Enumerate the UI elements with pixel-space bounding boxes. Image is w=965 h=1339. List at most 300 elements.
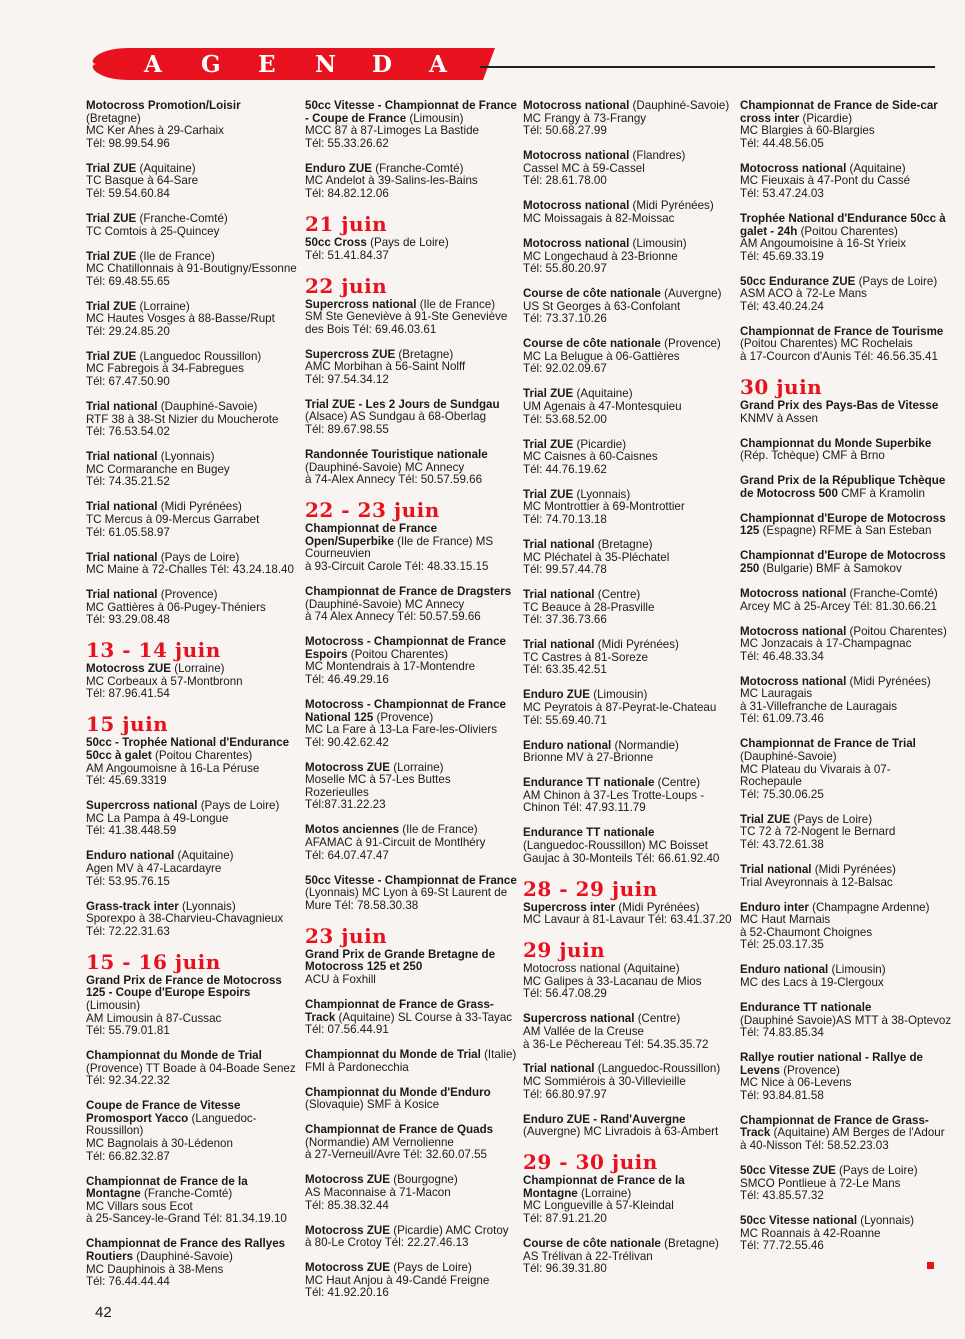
event-entry: [523, 639, 735, 677]
agenda-column-3: [523, 100, 735, 1288]
event-region: (Lyonnais): [157, 450, 215, 464]
event-detail-line: Tél: 90.42.62.42: [305, 735, 389, 749]
event-detail-line: Tél: 72.22.31.63: [86, 924, 170, 938]
event-detail-line: MC Montendrais à 17-Montendre: [305, 660, 476, 674]
event-entry: [740, 326, 952, 364]
event-region: (Lyonnais): [178, 899, 236, 913]
event-title: Motocross ZUE: [305, 1223, 391, 1237]
event-detail-line: FMI à Pardonecchia: [305, 1060, 409, 1074]
event-title: 50cc Cross: [305, 235, 367, 249]
date-heading: 30 juin: [740, 375, 823, 400]
event-detail-line: AMC Morbihan à 56-Saint Nolff: [305, 360, 466, 374]
event-title: Motocross ZUE: [305, 1173, 391, 1187]
event-title: Championnat de France de Trial: [740, 737, 916, 751]
event-title: Championnat de France de Dragsters: [305, 584, 512, 598]
event-region: (Languedoc Roussillon): [136, 349, 262, 363]
event-detail-line: à 74 Alex Annecy Tél: 50.57.59.66: [305, 610, 481, 624]
event-detail-line: à 74-Alex Annecy Tél: 50.57.59.66: [305, 473, 483, 487]
event-detail-line: MC Fieuxais à 47-Pont du Cassé: [740, 174, 911, 188]
banner-letter: A: [144, 51, 162, 78]
event-title: Grass-track inter: [86, 899, 179, 913]
event-detail-line: Tél: 87.91.21.20: [523, 1212, 607, 1226]
date-heading: 22 - 23 juin: [305, 498, 440, 523]
event-entry: [740, 626, 952, 664]
event-region: (Poitou Charentes): [846, 624, 947, 638]
event-detail-line: à 52-Chaumont Choignes: [740, 925, 873, 939]
event-entry: [86, 850, 298, 888]
event-entry: [740, 964, 952, 989]
event-detail-line: Tél: 53.47.24.03: [740, 186, 824, 200]
event-detail-line: MC Montrottier à 69-Montrottier: [523, 500, 685, 514]
event-entry: [740, 1052, 952, 1102]
event-title: Trial national: [86, 550, 158, 564]
event-entry: [305, 399, 517, 437]
event-entry: [305, 636, 517, 686]
event-entry: [86, 1100, 298, 1163]
event-detail-line: Tél: 51.41.84.37: [305, 248, 389, 262]
event-detail-line: Tél: 87.96.41.54: [86, 687, 170, 701]
event-region: (Midi Pyrénées): [157, 500, 242, 514]
event-region: (Midi Pyrénées): [811, 862, 896, 876]
event-title: Trophée National d'Endurance 50cc à galet - 24h: [740, 211, 946, 238]
event-title: Enduro ZUE - Rand'Auvergne: [523, 1112, 686, 1126]
event-region: (Pays de Loire): [390, 1261, 472, 1275]
event-entry: [305, 1225, 517, 1250]
event-detail-line: Tél: 93.84.81.58: [740, 1088, 824, 1102]
event-entry: [523, 439, 735, 477]
event-region: (Lorraine): [171, 662, 225, 676]
event-entry: [305, 999, 517, 1037]
date-heading: 15 - 16 juin: [86, 949, 221, 974]
event-region: (Flandres): [629, 149, 686, 163]
event-detail-line: (Rép. Tchèque) CMF à Brno: [740, 449, 885, 463]
event-detail-line: TC Comtois à 25-Quincey: [86, 224, 220, 238]
event-entry: [740, 676, 952, 726]
event-detail-line: Tél: 97.54.34.12: [305, 372, 389, 386]
event-detail-line: MC Bagnolais à 30-Lédenon: [86, 1137, 233, 1151]
event-title: Championnat de France de Grass-Track: [740, 1113, 929, 1140]
event-detail-line: Tél: 43.40.24.24: [740, 299, 824, 313]
event-detail-line: Tél: 85.38.32.44: [305, 1198, 389, 1212]
event-region: (Franche-Comté): [371, 161, 464, 175]
banner-letter: A: [429, 51, 447, 78]
event-detail-line: Tél: 74.35.21.52: [86, 475, 170, 489]
event-region: (Provence): [373, 710, 434, 724]
event-region: (Ile de France): [136, 249, 215, 263]
event-detail-line: Arcey MC à 25-Arcey Tél: 81.30.66.21: [740, 599, 937, 613]
event-region: (Picardie): [799, 111, 853, 125]
event-region: (Pays de Loire): [855, 274, 938, 288]
event-detail-line: Tél: 73.37.10.26: [523, 312, 607, 326]
event-title: 50cc Vitesse national: [740, 1214, 858, 1228]
event-detail-line: Tél: 63.35.42.51: [523, 663, 607, 677]
date-heading: 29 juin: [523, 938, 606, 963]
event-detail-line: Tél: 25.03.17.35: [740, 938, 824, 952]
event-entry: [523, 1238, 735, 1276]
event-entry: [305, 949, 517, 987]
event-detail-line: MC Plateau du Vivarais à 07-Rochepaule: [740, 762, 891, 789]
event-detail-line: Tél: 92.02.09.67: [523, 362, 607, 376]
event-title: Trial national: [523, 588, 595, 602]
event-entry: [740, 100, 952, 150]
event-region: (Midi Pyrénées): [629, 199, 714, 213]
event-entry: [305, 824, 517, 862]
event-title: Endurance TT nationale: [523, 826, 655, 840]
event-detail-line: Moselle MC à 57-Les Buttes Rozerieulles: [305, 773, 451, 799]
event-entry: [523, 827, 735, 865]
event-title: Coupe de France de Vitesse Promosport Yacco: [86, 1099, 241, 1125]
event-detail-line: MC Galipes à 33-Lacanau de Mios: [523, 974, 702, 988]
event-detail-line: Tél: 53.95.76.15: [86, 874, 170, 888]
agenda-column-4: [740, 100, 952, 1265]
event-region: (Midi Pyrénées): [846, 674, 931, 688]
event-detail-line: AM Angoumoisne à 16-La Péruse: [86, 761, 260, 775]
event-entry: [305, 1262, 517, 1300]
event-detail-line: MC Peyratois à 87-Peyrat-le-Chateau: [523, 701, 717, 715]
event-entry: [523, 539, 735, 577]
date-heading: 15 juin: [86, 712, 169, 737]
event-detail-line: Tél: 75.30.06.25: [740, 787, 824, 801]
event-entry: [740, 1215, 952, 1253]
event-detail-line: MC Gattières à 06-Pugey-Théniers: [86, 600, 266, 614]
event-title: Trial ZUE: [86, 161, 137, 175]
event-detail-line: Tél: 74.70.13.18: [523, 512, 607, 526]
event-region: (Provence): [779, 1063, 840, 1077]
event-detail-line: Cassel MC à 59-Cassel: [523, 161, 645, 175]
event-detail-line: MCC 87 à 87-Limoges La Bastide: [305, 124, 479, 138]
event-title: 50cc Vitesse ZUE: [740, 1164, 836, 1178]
event-title: Supercross inter: [523, 900, 616, 914]
event-detail-line: AM Limousin à 87-Cussac: [86, 1011, 222, 1025]
event-entry: [523, 740, 735, 765]
event-detail-line: SMCO Pontlieue à 72-Le Mans: [740, 1176, 901, 1190]
event-entry: [86, 451, 298, 489]
event-title: Motocross - Championnat de France Espoirs: [305, 635, 506, 661]
date-heading: 29 - 30 juin: [523, 1150, 658, 1175]
event-detail-line: à 25-Sancey-le-Grand Tél: 81.34.19.10: [86, 1212, 287, 1226]
event-title: Endurance TT nationale: [523, 776, 655, 790]
event-entry: [305, 1049, 517, 1074]
event-detail-line: Sporexpo à 38-Charvieu-Chavagnieux: [86, 912, 284, 926]
agenda-column-2: [305, 100, 517, 1312]
event-detail-line: Chinon Tél: 47.93.11.79: [523, 801, 646, 815]
event-entry: [305, 586, 517, 624]
event-title: Motos anciennes: [305, 823, 400, 837]
event-region: (Centre): [634, 1012, 681, 1026]
event-region: CMF à Kramolin: [837, 486, 925, 500]
event-detail-line: Brionne MV à 27-Brionne: [523, 751, 654, 765]
date-heading: 21 juin: [305, 211, 388, 236]
event-detail-line: MC Maine à 72-Challes Tél: 43.24.18.40: [86, 563, 294, 577]
event-detail-line: MC Frangy à 73-Frangy: [523, 111, 647, 125]
event-region: (Centre): [594, 588, 641, 602]
event-entry: [305, 237, 517, 262]
event-region: (Italie): [480, 1048, 517, 1062]
event-title: Championnat du Monde d'Enduro: [305, 1085, 491, 1099]
event-region: (Picardie) AMC Crotoy: [390, 1223, 509, 1237]
event-entry: [523, 100, 735, 138]
event-entry: [305, 699, 517, 749]
event-title: Trial national: [523, 638, 595, 652]
event-detail-line: Motocross national (Aquitaine): [523, 962, 680, 976]
event-detail-line: MC Chatillonnais à 91-Boutigny/Essonne: [86, 262, 297, 276]
event-title: Trial national: [86, 450, 158, 464]
event-detail-line: AM Angoumoisine à 16-St Yrieix: [740, 237, 907, 251]
event-title: Championnat de France de Grass-Track: [305, 997, 494, 1024]
event-entry: [523, 150, 735, 188]
event-title: Championnat de France Open/Superbike: [305, 522, 438, 548]
event-title: Trial national: [740, 862, 812, 876]
date-heading: 23 juin: [305, 923, 388, 948]
event-detail-line: à 40-Nisson Tél: 58.52.23.03: [740, 1139, 889, 1153]
event-title: Trial national: [86, 500, 158, 514]
event-entry: [740, 400, 952, 425]
event-detail-line: Gaujac à 30-Monteils Tél: 66.61.92.40: [523, 851, 720, 865]
event-title: Motocross national: [740, 674, 847, 688]
event-region: (Languedoc-Roussillon): [594, 1062, 721, 1076]
event-detail-line: MC Caisnes à 60-Caisnes: [523, 450, 658, 464]
event-region: (Lyonnais): [573, 487, 631, 501]
event-region: (Alsace) AS Sundgau à 68-Oberlag: [305, 410, 487, 424]
event-detail-line: ASM ACO à 72-Le Mans: [740, 287, 867, 301]
event-title: Championnat d'Europe de Motocross 125: [740, 511, 946, 538]
event-region: (Limousin): [589, 688, 648, 702]
event-title: Trial ZUE: [523, 437, 574, 451]
event-title: Trial national: [86, 400, 158, 414]
event-title: Trial ZUE: [86, 349, 137, 363]
event-title: Motocross national: [523, 149, 630, 163]
event-entry: [523, 589, 735, 627]
event-region: (Provence) TT Boade à 04-Boade Senez: [86, 1061, 296, 1075]
event-region: (Provence): [157, 588, 218, 602]
event-entry: [305, 523, 517, 573]
event-region: (Midi Pyrénées): [594, 638, 679, 652]
event-detail-line: Tél: 45.69.3319: [86, 774, 167, 788]
event-region: (Aquitaine) SL Course à 33-Tayac: [335, 1010, 513, 1024]
event-title: Course de côte nationale: [523, 287, 661, 301]
event-entry: [523, 1175, 735, 1225]
event-detail-line: Tél: 46.48.33.34: [740, 649, 824, 663]
event-detail-line: MC La Fare à 13-La Fare-les-Oliviers: [305, 723, 497, 737]
event-detail-line: MC Moissagais à 82-Moissac: [523, 211, 675, 225]
event-title: Trial ZUE: [740, 812, 791, 826]
event-detail-line: AS Maconnaise à 71-Macon: [305, 1186, 451, 1200]
date-heading: 28 - 29 juin: [523, 876, 658, 901]
date-heading: 22 juin: [305, 273, 388, 298]
event-region: (Pays de Loire): [197, 799, 280, 813]
event-entry: [740, 276, 952, 314]
event-region: (Normandie): [611, 738, 679, 752]
event-detail-line: Tél:87.31.22.23: [305, 798, 386, 812]
event-region: (Champagne Ardenne): [808, 900, 930, 914]
event-title: Course de côte nationale: [523, 1237, 661, 1250]
event-title: Endurance TT nationale: [740, 1000, 872, 1014]
event-detail-line: TC Basque à 64-Sare: [86, 174, 199, 188]
event-entry: [305, 1124, 517, 1162]
banner-letter: D: [372, 51, 392, 78]
event-region: (Aquitaine): [846, 161, 906, 175]
event-entry: [305, 349, 517, 387]
event-region: (Bretagne): [594, 537, 653, 551]
event-title: Motocross national: [523, 236, 630, 250]
event-title: Motocross national: [740, 624, 847, 638]
event-detail-line: MC Corbeaux à 57-Montbronn: [86, 674, 243, 688]
event-title: 50cc Vitesse - Championnat de France: [305, 873, 517, 887]
event-detail-line: à 93-Circuit Carole Tél: 48.33.15.15: [305, 559, 489, 573]
event-title: Trial ZUE: [86, 249, 137, 263]
event-region: (Pays de Loire): [835, 1164, 918, 1178]
event-detail-line: TC 72 à 72-Nogent le Bernard: [740, 825, 896, 839]
event-detail-line: Tél: 44.48.56.05: [740, 136, 824, 150]
event-entry: [740, 550, 952, 575]
event-title: Championnat du Monde Superbike: [740, 436, 932, 450]
event-detail-line: MC Longueville à 57-Kleindal: [523, 1199, 674, 1213]
event-detail-line: Tél: 41.92.20.16: [305, 1286, 389, 1300]
event-entry: [305, 875, 517, 913]
banner-letter: E: [258, 51, 276, 78]
agenda-banner: [90, 48, 495, 80]
event-region: (Franche-Comté): [846, 586, 938, 600]
event-entry: [305, 163, 517, 201]
event-detail-line: à 27-Verneuil/Avre Tél: 32.60.07.55: [305, 1148, 487, 1162]
event-region: (Bretagne): [395, 347, 454, 361]
event-title: Trial ZUE: [86, 299, 137, 313]
event-detail-line: MC Roannais à 42-Roanne: [740, 1226, 881, 1240]
event-region: (Lorraine): [136, 299, 190, 313]
end-of-article-mark: [927, 1262, 934, 1269]
event-title: Motocross national: [740, 586, 847, 600]
event-detail-line: Tél: 44.76.19.62: [523, 462, 607, 476]
event-detail-line: Tél: 89.67.98.55: [305, 423, 389, 437]
event-detail-line: TC Mercus à 09-Mercus Garrabet: [86, 512, 260, 526]
event-entry: [740, 738, 952, 801]
event-detail-line: ACU à Foxhill: [305, 972, 376, 986]
event-region: (Auvergne): [660, 287, 722, 301]
event-title: Trial ZUE: [86, 211, 137, 225]
event-detail-line: TC Beauce à 28-Prasville: [523, 600, 655, 614]
header-rule: [480, 66, 935, 68]
event-detail-line: (Languedoc-Roussillon) MC Boisset: [523, 838, 708, 852]
event-detail-line: Tél: 56.47.08.29: [523, 987, 607, 1001]
event-detail-line: à 31-Villefranche de Lauragais: [740, 699, 898, 713]
event-detail-line: Tél: 28.61.78.00: [523, 174, 607, 188]
event-detail-line: Tél: 93.29.08.48: [86, 613, 170, 627]
event-region: (Lorraine): [577, 1186, 632, 1200]
event-entry: [740, 475, 952, 500]
event-region: (Franche-Comté): [136, 211, 228, 225]
event-region: (Centre): [654, 776, 701, 790]
event-region: (Picardie): [573, 437, 627, 451]
event-detail-line: Tél: 66.80.97.97: [523, 1087, 607, 1101]
event-detail-line: Tél: 41.38.448.59: [86, 824, 177, 838]
event-entry: [86, 351, 298, 389]
event-entry: [740, 814, 952, 852]
event-title: Championnat de France de Tourisme: [740, 324, 944, 338]
event-entry: [740, 902, 952, 952]
event-entry: [86, 552, 298, 577]
event-entry: [86, 401, 298, 439]
event-entry: [523, 388, 735, 426]
event-detail-line: Tél: 50.68.27.99: [523, 124, 607, 138]
event-detail-line: Tél: 77.72.55.46: [740, 1239, 824, 1253]
event-detail-line: MC Haut Marnais: [740, 913, 831, 927]
event-detail-line: MC Nice à 06-Levens: [740, 1076, 852, 1090]
event-title: Championnat de France de la Montagne: [86, 1174, 248, 1201]
event-title: Supercross ZUE: [305, 347, 396, 361]
event-region: (Lyonnais): [857, 1214, 914, 1228]
event-entry: [305, 762, 517, 812]
event-entry: [523, 1013, 735, 1051]
event-title: Championnat de France de Quads: [305, 1123, 494, 1137]
event-region: (Dauphiné-Savoie): [133, 1250, 233, 1263]
event-title: Course de côte nationale: [523, 337, 661, 351]
event-detail-line: MC La Pampa à 49-Longue: [86, 811, 229, 825]
event-detail-line: Tél: 61.09.73.46: [740, 712, 824, 726]
event-entry: [740, 1115, 952, 1153]
banner-letter: N: [315, 51, 337, 78]
event-entry: [86, 1238, 298, 1288]
event-title: Trial national: [523, 537, 595, 551]
event-detail-line: Tél: 66.82.32.87: [86, 1149, 170, 1163]
event-detail-line: Tél: 76.53.54.02: [86, 425, 170, 439]
event-entry: [86, 501, 298, 539]
event-detail-line: Trial Aveyronnais à 12-Balsac: [740, 875, 893, 889]
event-title: Motocross - Championnat de France National 125: [305, 697, 506, 724]
event-entry: [86, 975, 298, 1038]
event-entry: [523, 777, 735, 815]
event-region: (Dauphiné-Savoie) MC Annecy: [305, 597, 465, 611]
event-detail-line: Tél: 45.69.33.19: [740, 249, 824, 263]
event-title: Championnat du Monde de Trial: [86, 1049, 262, 1063]
event-detail-line: MC Lavaur à 81-Lavaur Tél: 63.41.37.20: [523, 913, 732, 927]
event-entry: [86, 800, 298, 838]
event-title: Enduro national: [86, 849, 175, 863]
event-detail-line: AS Trélivan à 22-Trélivan: [523, 1249, 653, 1263]
event-title: Randonnée Touristique nationale: [305, 448, 488, 462]
event-entry: [523, 1114, 735, 1139]
event-detail-line: MC Andelot à 39-Salins-les-Bains: [305, 174, 478, 188]
event-entry: [86, 663, 298, 701]
event-detail-line: à 36-Le Pêchereau Tél: 54.35.35.72: [523, 1037, 709, 1051]
event-title: Trial national: [86, 588, 158, 602]
event-detail-line: AM Chinon à 37-Les Trotte-Loups -: [523, 788, 705, 802]
event-title: Trial ZUE: [523, 487, 574, 501]
event-region: (Ile de France): [416, 297, 496, 311]
event-detail-line: MC Lauragais: [740, 687, 813, 701]
event-detail-line: MC Fabregois à 34-Fabregues: [86, 362, 244, 376]
event-region: (Limousin): [86, 998, 141, 1012]
event-entry: [86, 213, 298, 238]
event-entry: [305, 100, 517, 150]
event-detail-line: à 17-Courcon d'Aunis Tél: 46.56.35.41: [740, 350, 938, 364]
event-title: Enduro national: [523, 738, 612, 752]
event-title: Grand Prix de France de Motocross 125 - Coupe d'Europe Espoirs: [86, 973, 282, 1000]
event-title: Motocross ZUE: [86, 662, 172, 676]
event-entry: [86, 251, 298, 289]
event-entry: [740, 163, 952, 201]
event-region: (Espagne) RFME à San Esteban: [759, 524, 932, 538]
event-entry: [523, 902, 735, 927]
event-title: Grand Prix de la République Tchèque de Motocross 500: [740, 474, 946, 500]
event-detail-line: Tél: 99.57.44.78: [523, 563, 607, 577]
event-detail-line: MC Blargies à 60-Blargies: [740, 124, 875, 138]
event-detail-line: (Slovaquie) SMF à Kosice: [305, 1098, 440, 1112]
event-entry: [523, 238, 735, 276]
event-region: (Limousin): [406, 111, 464, 125]
event-region: (Dauphiné-Savoie): [629, 99, 730, 112]
event-entry: [86, 301, 298, 339]
event-detail-line: Tél: 37.36.73.66: [523, 613, 607, 627]
